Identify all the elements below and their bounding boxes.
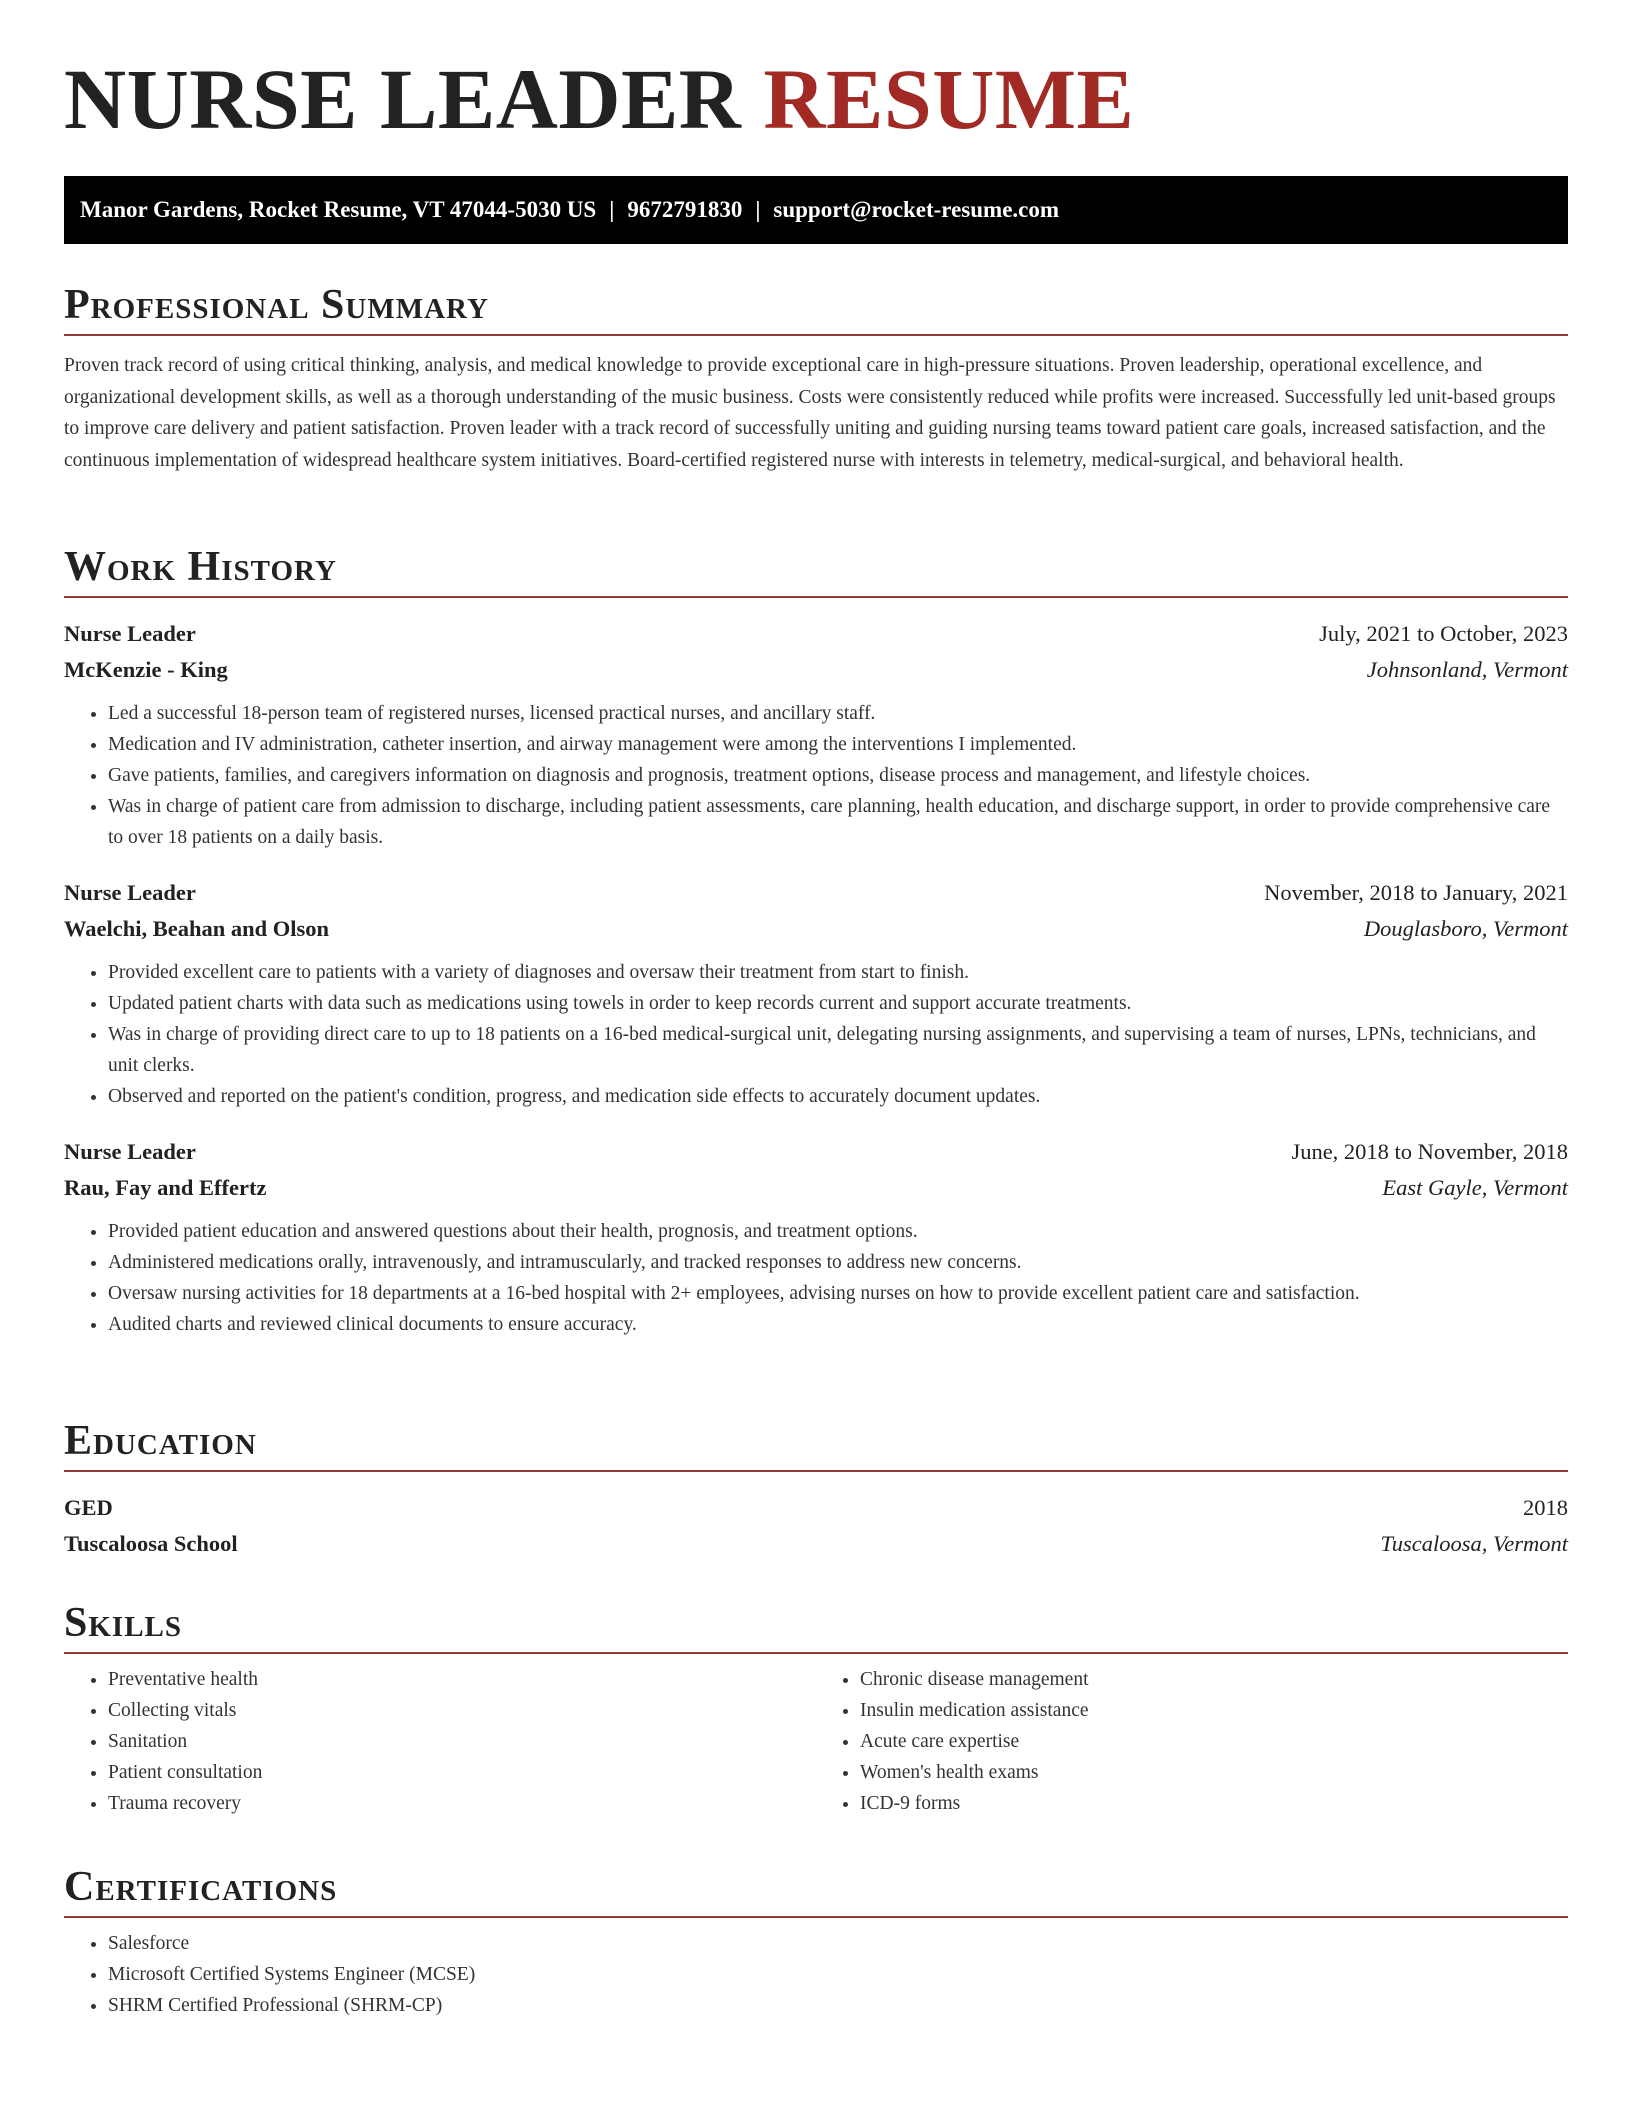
- job-dates: June, 2018 to November, 2018: [1291, 1139, 1568, 1164]
- job-bullet: • Medication and IV administration, catheter insertion, and airway management were among the interventions I implemented.: [108, 729, 1568, 760]
- section-divider: [64, 334, 1568, 336]
- summary-text: Proven track record of using critical thinking, analysis, and medical knowledge to provide exceptional care in high-pressure situations. Proven leadership, operational excellence, and organizational development skills, as well as a thorough understanding of the music business. Costs were consistently reduced while profits were increased. Successfully led unit-based groups to improve care delivery and patient satisfaction. Proven leader with a track record of successfully uniting and guiding nursing teams toward patient care goals, increased satisfaction, and the continuous implementation of widespread healthcare system initiatives. Board-certified registered nurse with interests in telemetry, medical-surgical, and behavioral health.: [64, 355, 1556, 471]
- job-company: McKenzie - King: [64, 657, 228, 682]
- job-location: Douglasboro, Vermont: [1363, 916, 1568, 941]
- skill-item: • Insulin medication assistance: [860, 1695, 1568, 1726]
- section-divider: [64, 1652, 1568, 1654]
- certifications-heading: Certifications: [64, 1864, 338, 1910]
- contact-address: Manor Gardens, Rocket Resume, VT 47044-5030 US: [80, 197, 597, 222]
- education-location: Tuscaloosa, Vermont: [1380, 1531, 1568, 1556]
- job-bullet: • Provided patient education and answered questions about their health, prognosis, and treatment options.: [108, 1216, 1568, 1247]
- skills-heading: Skills: [64, 1600, 183, 1646]
- skill-item: • Sanitation: [108, 1726, 816, 1757]
- resume-title: [64, 0, 1568, 147]
- job-header: [64, 616, 1568, 652]
- job-title: Nurse Leader: [64, 880, 196, 905]
- job-bullet: • Audited charts and reviewed clinical documents to ensure accuracy.: [108, 1309, 1568, 1340]
- job-dates: November, 2018 to January, 2021: [1264, 880, 1568, 905]
- contact-separator: |: [609, 197, 615, 222]
- job-bullets: [64, 957, 1568, 1112]
- certifications-section: [64, 1862, 1568, 2021]
- job-bullet: • Led a successful 18-person team of registered nurses, licensed practical nurses, and ancillary staff.: [108, 698, 1568, 729]
- job-title: Nurse Leader: [64, 621, 196, 646]
- contact-phone[interactable]: 9672791830: [627, 197, 743, 222]
- job-bullet: • Oversaw nursing activities for 18 departments at a 16-bed hospital with 2+ employees, advising nurses on how to provide excellent patient care and satisfaction.: [108, 1278, 1568, 1309]
- summary-section: [64, 280, 1568, 496]
- job-title: Nurse Leader: [64, 1139, 196, 1164]
- job-bullet: • Was in charge of patient care from admission to discharge, including patient assessments, care planning, health education, and discharge support, in order to provide comprehensive care to over 18 patients on a daily basis.: [108, 791, 1568, 853]
- job-bullets: [64, 698, 1568, 853]
- job-bullet: • Administered medications orally, intravenously, and intramuscularly, and tracked responses to address new concerns.: [108, 1247, 1568, 1278]
- job-bullet: • Observed and reported on the patient's condition, progress, and medication side effects to accurately document updates.: [108, 1081, 1568, 1112]
- job-employer-row: [64, 911, 1568, 947]
- section-divider: [64, 1916, 1568, 1918]
- work-history-section: [64, 542, 1568, 1340]
- skill-item: • Collecting vitals: [108, 1695, 816, 1726]
- job-bullet: • Provided excellent care to patients with a variety of diagnoses and oversaw their treatment from start to finish.: [108, 957, 1568, 988]
- certification-item: • Salesforce: [108, 1928, 1568, 1959]
- contact-separator: |: [755, 197, 761, 222]
- skills-section: [64, 1598, 1568, 1819]
- certification-item: • SHRM Certified Professional (SHRM-CP): [108, 1990, 1568, 2021]
- section-divider: [64, 596, 1568, 598]
- skill-item: • Preventative health: [108, 1664, 816, 1695]
- job-bullets: [64, 1216, 1568, 1340]
- contact-email[interactable]: support@rocket-resume.com: [773, 197, 1060, 222]
- job-employer-row: [64, 1170, 1568, 1206]
- job-location: Johnsonland, Vermont: [1366, 657, 1568, 682]
- education-section: [64, 1416, 1568, 1562]
- job-entry: [64, 1134, 1568, 1340]
- job-entry: [64, 875, 1568, 1112]
- skill-item: • Women's health exams: [860, 1757, 1568, 1788]
- education-school-row: [64, 1526, 1568, 1562]
- contact-bar: [64, 176, 1568, 244]
- skills-column-left: [64, 1664, 816, 1819]
- job-bullet: • Updated patient charts with data such as medications using towels in order to keep records current and support accurate treatments.: [108, 988, 1568, 1019]
- title-main: NURSE LEADER: [64, 51, 742, 147]
- job-company: Rau, Fay and Effertz: [64, 1175, 267, 1200]
- skill-item: • Patient consultation: [108, 1757, 816, 1788]
- education-entry: [64, 1490, 1568, 1562]
- job-bullet: • Gave patients, families, and caregivers information on diagnosis and prognosis, treatment options, disease process and management, and lifestyle choices.: [108, 760, 1568, 791]
- job-header: [64, 1134, 1568, 1170]
- title-accent: RESUME: [763, 51, 1135, 147]
- skills-column-right: [816, 1664, 1568, 1819]
- education-heading: Education: [64, 1418, 257, 1464]
- certification-item: • Microsoft Certified Systems Engineer (MCSE): [108, 1959, 1568, 1990]
- job-company: Waelchi, Beahan and Olson: [64, 916, 330, 941]
- job-location: East Gayle, Vermont: [1382, 1175, 1568, 1200]
- work-history-heading: Work History: [64, 544, 337, 590]
- section-divider: [64, 1470, 1568, 1472]
- skill-item: • Trauma recovery: [108, 1788, 816, 1819]
- job-header: [64, 875, 1568, 911]
- job-employer-row: [64, 652, 1568, 688]
- education-school: Tuscaloosa School: [64, 1531, 238, 1556]
- education-year: 2018: [1523, 1495, 1568, 1520]
- certifications-list: [64, 1928, 1568, 2021]
- summary-heading: Professional Summary: [64, 282, 489, 328]
- job-entry: [64, 616, 1568, 853]
- education-degree: GED: [64, 1495, 113, 1520]
- education-header: [64, 1490, 1568, 1526]
- skill-item: • Acute care expertise: [860, 1726, 1568, 1757]
- job-dates: July, 2021 to October, 2023: [1319, 621, 1568, 646]
- skill-item: • ICD-9 forms: [860, 1788, 1568, 1819]
- resume-page: [64, 0, 1568, 2016]
- job-bullet: • Was in charge of providing direct care to up to 18 patients on a 16-bed medical-surgical unit, delegating nursing assignments, and supervising a team of nurses, LPNs, technicians, and unit clerks.: [108, 1019, 1568, 1081]
- skills-grid: [64, 1664, 1568, 1819]
- skill-item: • Chronic disease management: [860, 1664, 1568, 1695]
